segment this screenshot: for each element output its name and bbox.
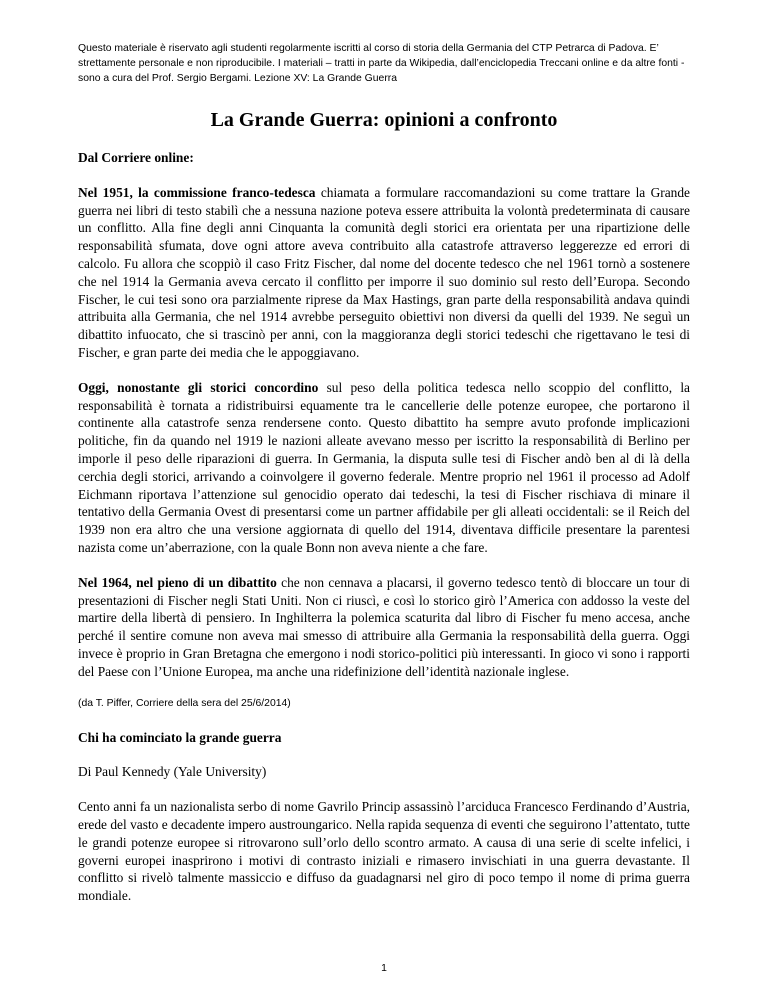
paragraph-lead: Nel 1964, nel pieno di un dibattito	[78, 574, 277, 590]
author-line: Di Paul Kennedy (Yale University)	[78, 764, 267, 780]
paragraph-1	[78, 184, 690, 362]
header-note: Questo materiale è riservato agli studenti regolarmente iscritti al corso di storia della Germania del CTP Petrarca di Padova. E’ strettamente personale e non riproducibile. I materiali – tratti in parte da Wikipedia, dall’enciclopedia Treccani online e da altre fonti - sono a cura del Prof. Sergio Bergami. Lezione XV: La Grande Guerra	[78, 43, 685, 84]
paragraph-4: Cento anni fa un nazionalista serbo di nome Gavrilo Princip assassinò l’arciduca Francesco Ferdinando d’Austria, erede del vasto e decadente impero austroungarico. Nella rapida sequenza di eventi che seguirono l’attentato, tutte le grandi potenze europee si ritrovarono sull’orlo dello scontro armato. A causa di una serie di scelte infelici, i governi europei inasprirono i motivi di contrasto iniziali e rimasero invischiati in una guerra devastante. Il conflitto si rivelò talmente massiccio e diffuso da guadagnarsi nel giro di poco tempo il nome di prima guerra mondiale.	[78, 799, 690, 904]
page-title: La Grande Guerra: opinioni a confronto	[210, 109, 558, 131]
paragraph-text: sul peso della politica tedesca nello scoppio del conflitto, la responsabilità è tornata a ridistribuirsi equamente tra le cancellerie delle potenze europee, che portarono il continente alla catastrofe senza rendersene conto. Questo dibattito ha sempre avuto profonde implicazioni politiche, fin da quando nel 1919 le nazioni alleate avevano messo per iscritto la responsabilità di Berlino per imporle il peso delle riparazioni di guerra. In Germania, la disputa sulle tesi di Fischer andò ben al di là della cerchia degli storici, arrivando a coinvolgere il governo federale. Mentre proprio nel 1961 il processo ad Adolf Eichmann riportava l’attenzione sul genocidio operato dai tedeschi, la tesi di Fischer rischiava di minare il tentativo della Germania Ovest di presentarsi come un partner affidabile per gli alleati occidentali: se il Reich del 1939 non era altro che una versione aggiornata di quello del 1914, diventava difficile presentare la parentesi nazista come un’aberrazione, con la quale Bonn non aveva niente a che fare.	[78, 379, 690, 555]
page-number: 1	[381, 963, 387, 974]
paragraph-3	[78, 574, 690, 681]
paragraph-lead: Oggi, nonostante gli storici concordino	[78, 379, 319, 395]
document-page	[78, 0, 690, 994]
article-title: Chi ha cominciato la grande guerra	[78, 729, 282, 745]
paragraph-text: che non cennava a placarsi, il governo tedesco tentò di bloccare un tour di presentazioni di Fischer negli Stati Uniti. Non ci riuscì, e così lo storico girò l’America con addosso la veste del martire della libertà di pensiero. In Inghilterra la polemica scaturita dal libro di Fischer fu meno accesa, anche perché il sentire comune non aveva mai smesso di attribuire alla Germania la responsabilità della guerra. Oggi invece è proprio in Gran Bretagna che emergono i nodi storico-politici più interessanti. In gioco vi sono i rapporti del Paese con l’Unione Europea, ma anche una ridefinizione dell’identità nazionale inglese.	[78, 574, 690, 679]
source-citation: (da T. Piffer, Corriere della sera del 25/6/2014)	[78, 697, 291, 709]
paragraph-lead: Nel 1951, la commissione franco-tedesca	[78, 184, 316, 200]
paragraph-text: chiamata a formulare raccomandazioni su come trattare la Grande guerra nei libri di testo stabilì che a nessuna nazione poteva essere attribuita la volontà predeterminata di causare un conflitto. Alla fine degli anni Cinquanta la comunità degli storici era orientata per una ripartizione delle responsabilità sfumata, dove ogni attore aveva contribuito alla catastrofe attraverso leggerezze ed errori di calcolo. Fu allora che scoppiò il caso Fritz Fischer, dal nome del docente tedesco che nel 1961 tornò a sostenere che nel 1914 la Germania aveva cercato il conflitto per imporre il suo dominio sul resto dell’Europa. Secondo Fischer, le cui tesi sono ora parzialmente riprese da Max Hastings, gran parte della responsabilità andava quindi attribuita alla Germania, che nel 1914 avrebbe perseguito obiettivi non diversi da quelli del 1939. Ne seguì un dibattito infuocato, che si trascinò per anni, con la maggioranza degli storici tedeschi che rigettavano le tesi di Fischer, e gran parte dei media che le appoggiavano.	[78, 184, 691, 360]
section-label: Dal Corriere online:	[78, 150, 194, 165]
paragraph-2	[78, 379, 690, 557]
